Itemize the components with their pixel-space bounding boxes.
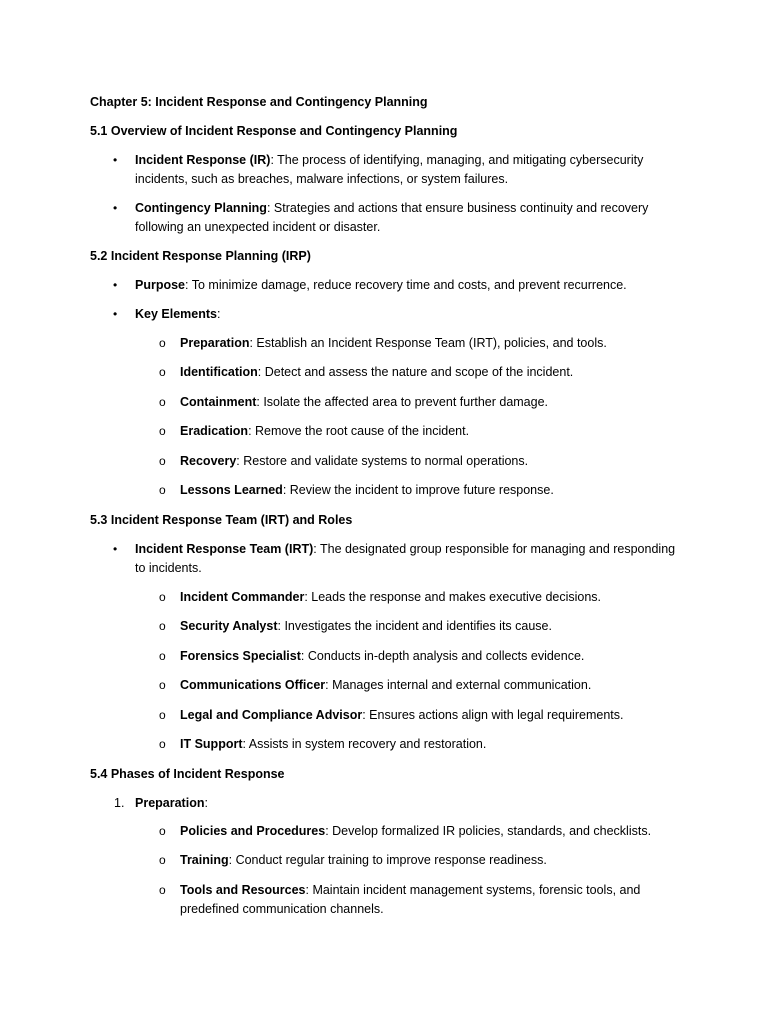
sub-list-item xyxy=(180,452,528,470)
bullet-marker: • xyxy=(113,278,118,292)
list-item-term: Preparation xyxy=(180,336,250,350)
list-item xyxy=(135,151,643,169)
sub-bullet-marker: o xyxy=(159,454,166,468)
list-item-text: : Assists in system recovery and restoration. xyxy=(242,737,487,751)
sub-list-item xyxy=(180,422,469,440)
list-item-term: Lessons Learned xyxy=(180,483,283,497)
list-item-term: Recovery xyxy=(180,454,237,468)
list-item-term: Training xyxy=(180,853,229,867)
section-5-3-heading: 5.3 Incident Response Team (IRT) and Roles xyxy=(90,513,353,527)
list-item-text: : To minimize damage, reduce recovery time and costs, and prevent recurrence. xyxy=(185,278,627,292)
list-item-continuation: incidents, such as breaches, malware infections, or system failures. xyxy=(135,172,509,186)
sub-bullet-marker: o xyxy=(159,619,166,633)
list-item-text: : Manages internal and external communication. xyxy=(325,678,592,692)
list-item-term: Incident Response Team (IRT) xyxy=(135,542,314,556)
list-item-term: Policies and Procedures xyxy=(180,824,326,838)
list-item-text: : Ensures actions align with legal requirements. xyxy=(362,708,624,722)
list-item-text: : xyxy=(204,796,208,810)
bullet-marker: • xyxy=(113,153,118,167)
list-item-text: : Investigates the incident and identifies its cause. xyxy=(277,619,552,633)
list-item-text: : Isolate the affected area to prevent further damage. xyxy=(256,395,549,409)
list-item-text: : Leads the response and makes executive decisions. xyxy=(304,590,602,604)
sub-bullet-marker: o xyxy=(159,678,166,692)
sub-bullet-marker: o xyxy=(159,883,166,897)
sub-list-item xyxy=(180,647,584,665)
list-item-text: : Maintain incident management systems, forensic tools, and xyxy=(305,883,641,897)
list-item-text: : xyxy=(216,307,221,321)
sub-list-item xyxy=(180,588,601,606)
list-item-term: Incident Commander xyxy=(180,590,305,604)
sub-bullet-marker: o xyxy=(159,424,166,438)
list-item-term: Purpose xyxy=(135,278,186,292)
sub-list-item xyxy=(180,481,554,499)
sub-list-item xyxy=(180,851,547,869)
list-item-term: Communications Officer xyxy=(180,678,326,692)
sub-list-item xyxy=(180,393,548,411)
list-item-continuation: predefined communication channels. xyxy=(180,902,384,916)
sub-list-item xyxy=(180,676,591,694)
bullet-marker: • xyxy=(113,201,118,215)
sub-list-item xyxy=(180,881,640,899)
list-item-text: : The process of identifying, managing, and mitigating cybersecurity xyxy=(270,153,644,167)
sub-bullet-marker: o xyxy=(159,336,166,350)
section-5-2-heading: 5.2 Incident Response Planning (IRP) xyxy=(90,249,311,263)
sub-list-item xyxy=(180,334,607,352)
list-item-term: Eradication xyxy=(180,424,249,438)
list-item-text: : The designated group responsible for managing and responding xyxy=(313,542,676,556)
sub-bullet-marker: o xyxy=(159,853,166,867)
sub-list-item xyxy=(180,363,573,381)
list-item-term: Incident Response (IR) xyxy=(135,153,271,167)
sub-bullet-marker: o xyxy=(159,590,166,604)
sub-bullet-marker: o xyxy=(159,649,166,663)
list-item-text: : Develop formalized IR policies, standards, and checklists. xyxy=(325,824,652,838)
list-item-text: : Review the incident to improve future response. xyxy=(282,483,554,497)
sub-bullet-marker: o xyxy=(159,395,166,409)
list-item-text: : Conduct regular training to improve response readiness. xyxy=(228,853,547,867)
list-item-term: Identification xyxy=(180,365,258,379)
list-item-text: : Remove the root cause of the incident. xyxy=(248,424,470,438)
list-item-term: IT Support xyxy=(180,737,243,751)
list-item-term: Key Elements xyxy=(135,307,217,321)
bullet-marker: • xyxy=(113,307,118,321)
list-item xyxy=(135,276,627,294)
list-item-term: Contingency Planning xyxy=(135,201,267,215)
list-item xyxy=(135,305,220,323)
list-item-term: Containment xyxy=(180,395,257,409)
list-item-term: Forensics Specialist xyxy=(180,649,301,663)
sub-bullet-marker: o xyxy=(159,708,166,722)
list-item xyxy=(135,199,648,217)
sub-list-item xyxy=(180,822,651,840)
numbered-item xyxy=(135,794,208,812)
list-item-text: : Restore and validate systems to normal operations. xyxy=(236,454,529,468)
section-5-1-heading: 5.1 Overview of Incident Response and Contingency Planning xyxy=(90,124,458,138)
list-item-text: : Detect and assess the nature and scope of the incident. xyxy=(257,365,574,379)
list-item-term: Security Analyst xyxy=(180,619,278,633)
list-item xyxy=(135,540,675,558)
sub-list-item xyxy=(180,735,486,753)
list-item-term: Legal and Compliance Advisor xyxy=(180,708,363,722)
list-item-term: Tools and Resources xyxy=(180,883,306,897)
list-item-term: Preparation xyxy=(135,796,205,810)
list-item-text: : Establish an Incident Response Team (IRT), policies, and tools. xyxy=(249,336,607,350)
section-5-4-heading: 5.4 Phases of Incident Response xyxy=(90,767,285,781)
sub-list-item xyxy=(180,617,552,635)
list-item-continuation: following an unexpected incident or disaster. xyxy=(135,220,381,234)
chapter-title: Chapter 5: Incident Response and Contingency Planning xyxy=(90,95,428,109)
sub-bullet-marker: o xyxy=(159,483,166,497)
list-item-continuation: to incidents. xyxy=(135,561,202,575)
sub-list-item xyxy=(180,706,623,724)
sub-bullet-marker: o xyxy=(159,737,166,751)
number-marker: 1. xyxy=(114,796,125,810)
sub-bullet-marker: o xyxy=(159,824,166,838)
bullet-marker: • xyxy=(113,542,118,556)
list-item-text: : Conducts in-depth analysis and collects evidence. xyxy=(300,649,585,663)
sub-bullet-marker: o xyxy=(159,365,166,379)
list-item-text: : Strategies and actions that ensure business continuity and recovery xyxy=(266,201,649,215)
